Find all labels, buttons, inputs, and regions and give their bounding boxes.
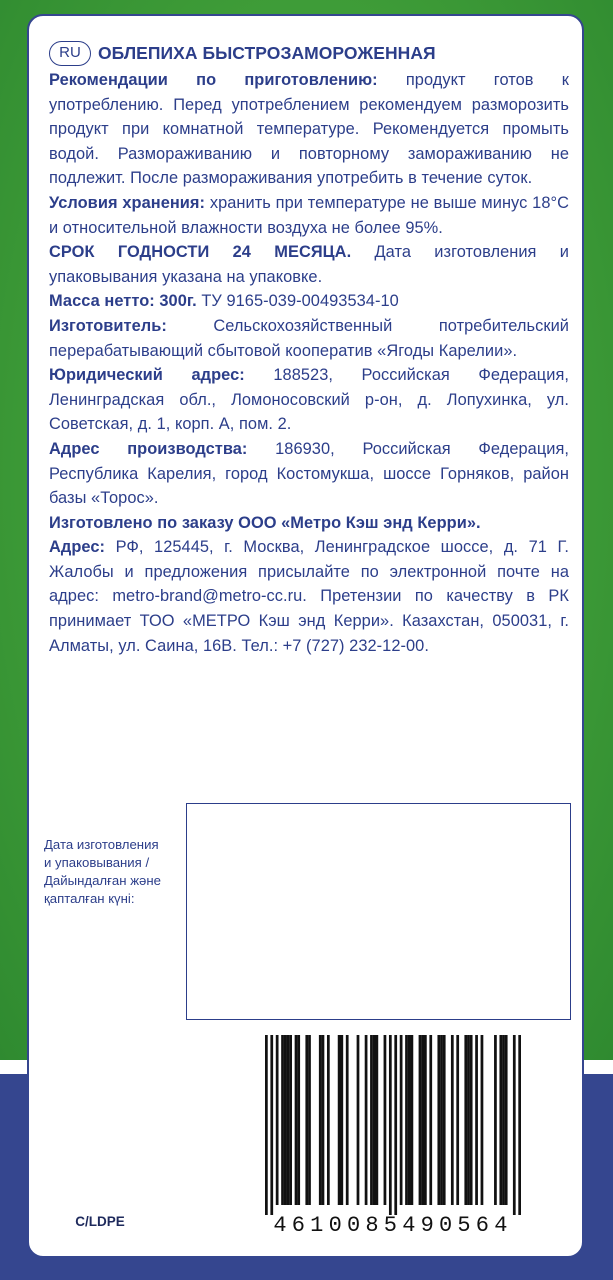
barcode-bar <box>394 1035 397 1215</box>
legal-address-paragraph <box>49 363 569 437</box>
recycle-label: C/LDPE <box>75 1214 125 1229</box>
production-date-label <box>44 836 194 908</box>
barcode-bar <box>276 1035 279 1205</box>
barcode-bar <box>443 1035 446 1205</box>
address-heading: Адрес: <box>49 538 106 557</box>
barcode-bar <box>518 1035 521 1215</box>
barcode-bar <box>365 1035 368 1205</box>
address-text: РФ, 125445, г. Москва, Ленинградское шоссе, д. 71 Г. Жалобы и предложения присылайте по электронной почте на адрес: metro-brand@metro-cc.ru. Претензии по качеству в РК принимает ТОО «МЕТРО Кэш энд Керри». Казахстан, 050031, г. Алматы, ул. Саина, 16В. Тел.: +7 (727) 232-12-00. <box>49 538 569 655</box>
barcode-bar <box>467 1035 470 1205</box>
barcode-bar <box>319 1035 322 1205</box>
barcode-bar <box>502 1035 505 1205</box>
legal-address-text: 188523, Российская Федерация, Ленинградская обл., Ломоносовский р-он, д. Лопухинка, ул. Советская, д. 1, корп. А, пом. 2. <box>49 366 569 434</box>
barcode-bar <box>464 1035 467 1205</box>
net-mass-text: ТУ 9165-039-00493534-10 <box>196 292 399 311</box>
production-address-paragraph <box>49 437 569 511</box>
product-title-row <box>49 38 569 68</box>
net-mass-paragraph <box>49 289 569 314</box>
barcode-bar <box>429 1035 432 1205</box>
manufacturer-text: Сельскохозяйственный потребительский перерабатывающий сбытовой кооператив «Ягоды Карелии». <box>49 316 569 360</box>
barcode-bar <box>373 1035 376 1205</box>
barcode-bar <box>305 1035 308 1205</box>
preparation-text: продукт готов к употреблению. Перед употреблением рекомендуем разморозить продукт при комнатной температуре. Рекомендуется промыть водой. Размораживанию и повторному замораживанию не подлежит. После размораживания употребить в течение суток. <box>49 71 569 188</box>
date-label-line: Дата изготовления <box>44 837 159 852</box>
preparation-paragraph <box>49 68 569 191</box>
date-label-line: қапталған күні: <box>44 891 135 906</box>
barcode-bar <box>440 1035 443 1205</box>
net-mass-heading: Масса нетто: 300г. <box>49 292 197 311</box>
barcode-bar <box>327 1035 330 1205</box>
barcode <box>265 1035 521 1240</box>
barcode-bar <box>437 1035 440 1205</box>
shelf-life-text: Дата изготовления и упаковывания указана на упаковке. <box>49 243 569 286</box>
barcode-bar <box>424 1035 427 1205</box>
barcode-bar <box>494 1035 497 1205</box>
glass-fork-food-safe-icon <box>160 1160 224 1216</box>
manufacturer-paragraph <box>49 314 569 363</box>
production-date-box <box>186 803 571 1020</box>
barcode-bar <box>411 1035 414 1205</box>
shelf-life-paragraph <box>49 240 569 289</box>
address-paragraph <box>49 535 569 658</box>
barcode-bar <box>284 1035 287 1205</box>
barcode-bar <box>405 1035 408 1205</box>
barcode-bar <box>389 1035 392 1215</box>
date-label-line: и упаковывания / <box>44 855 150 870</box>
barcode-bar <box>370 1035 373 1205</box>
ordered-by-paragraph <box>49 511 569 536</box>
barcode-bar <box>265 1035 268 1215</box>
barcode-bar <box>287 1035 290 1205</box>
barcode-bar <box>346 1035 349 1205</box>
production-address-text: 186930, Российская Федерация, Республика Карелия, город Костомукша, шоссе Горняков, район базы «Торос». <box>49 439 569 508</box>
barcode-digits: 4610085490564 <box>273 1213 513 1238</box>
barcode-bar <box>451 1035 454 1205</box>
barcode-bar <box>338 1035 341 1205</box>
shelf-life-heading: СРОК ГОДНОСТИ 24 МЕСЯЦА. <box>49 243 352 262</box>
barcode-bar <box>481 1035 484 1205</box>
storage-text: хранить при температуре не выше минус 18°С и относительной влажности воздуха не более 95%. <box>49 193 569 237</box>
barcode-bar <box>295 1035 298 1205</box>
barcode-bars <box>265 1035 521 1215</box>
barcode-bar <box>289 1035 292 1205</box>
barcode-bar <box>384 1035 387 1205</box>
preparation-heading: Рекомендации по приготовлению: <box>49 71 378 89</box>
barcode-bar <box>322 1035 325 1205</box>
barcode-bar <box>281 1035 284 1205</box>
storage-heading: Условия хранения: <box>49 193 206 212</box>
barcode-bar <box>308 1035 311 1205</box>
legal-address-heading: Юридический адрес: <box>49 366 245 385</box>
ordered-by-heading: Изготовлено по заказу ООО «Метро Кэш энд Керри». <box>49 513 481 532</box>
barcode-bar <box>475 1035 478 1205</box>
barcode-bar <box>505 1035 508 1205</box>
language-badge: RU <box>49 41 91 66</box>
recycle-triangle-icon <box>62 1154 132 1214</box>
barcode-bar <box>499 1035 502 1205</box>
manufacturer-heading: Изготовитель: <box>49 316 167 335</box>
barcode-bar <box>340 1035 343 1205</box>
label-text-block <box>49 38 569 658</box>
barcode-bar <box>421 1035 424 1205</box>
product-title: ОБЛЕПИХА БЫСТРОЗАМОРОЖЕННАЯ <box>98 42 436 63</box>
barcode-bar <box>270 1035 273 1215</box>
barcode-bar <box>375 1035 378 1205</box>
barcode-bar <box>297 1035 300 1205</box>
barcode-bar <box>456 1035 459 1205</box>
barcode-bar <box>357 1035 360 1205</box>
barcode-bar <box>408 1035 411 1205</box>
production-address-heading: Адрес производства: <box>49 439 248 458</box>
barcode-bar <box>470 1035 473 1205</box>
storage-paragraph <box>49 191 569 240</box>
barcode-bar <box>513 1035 516 1215</box>
eac-mark-icon <box>64 1066 128 1128</box>
date-label-line: Дайындалған және <box>44 873 161 888</box>
barcode-bar <box>400 1035 403 1205</box>
barcode-bar <box>419 1035 422 1205</box>
